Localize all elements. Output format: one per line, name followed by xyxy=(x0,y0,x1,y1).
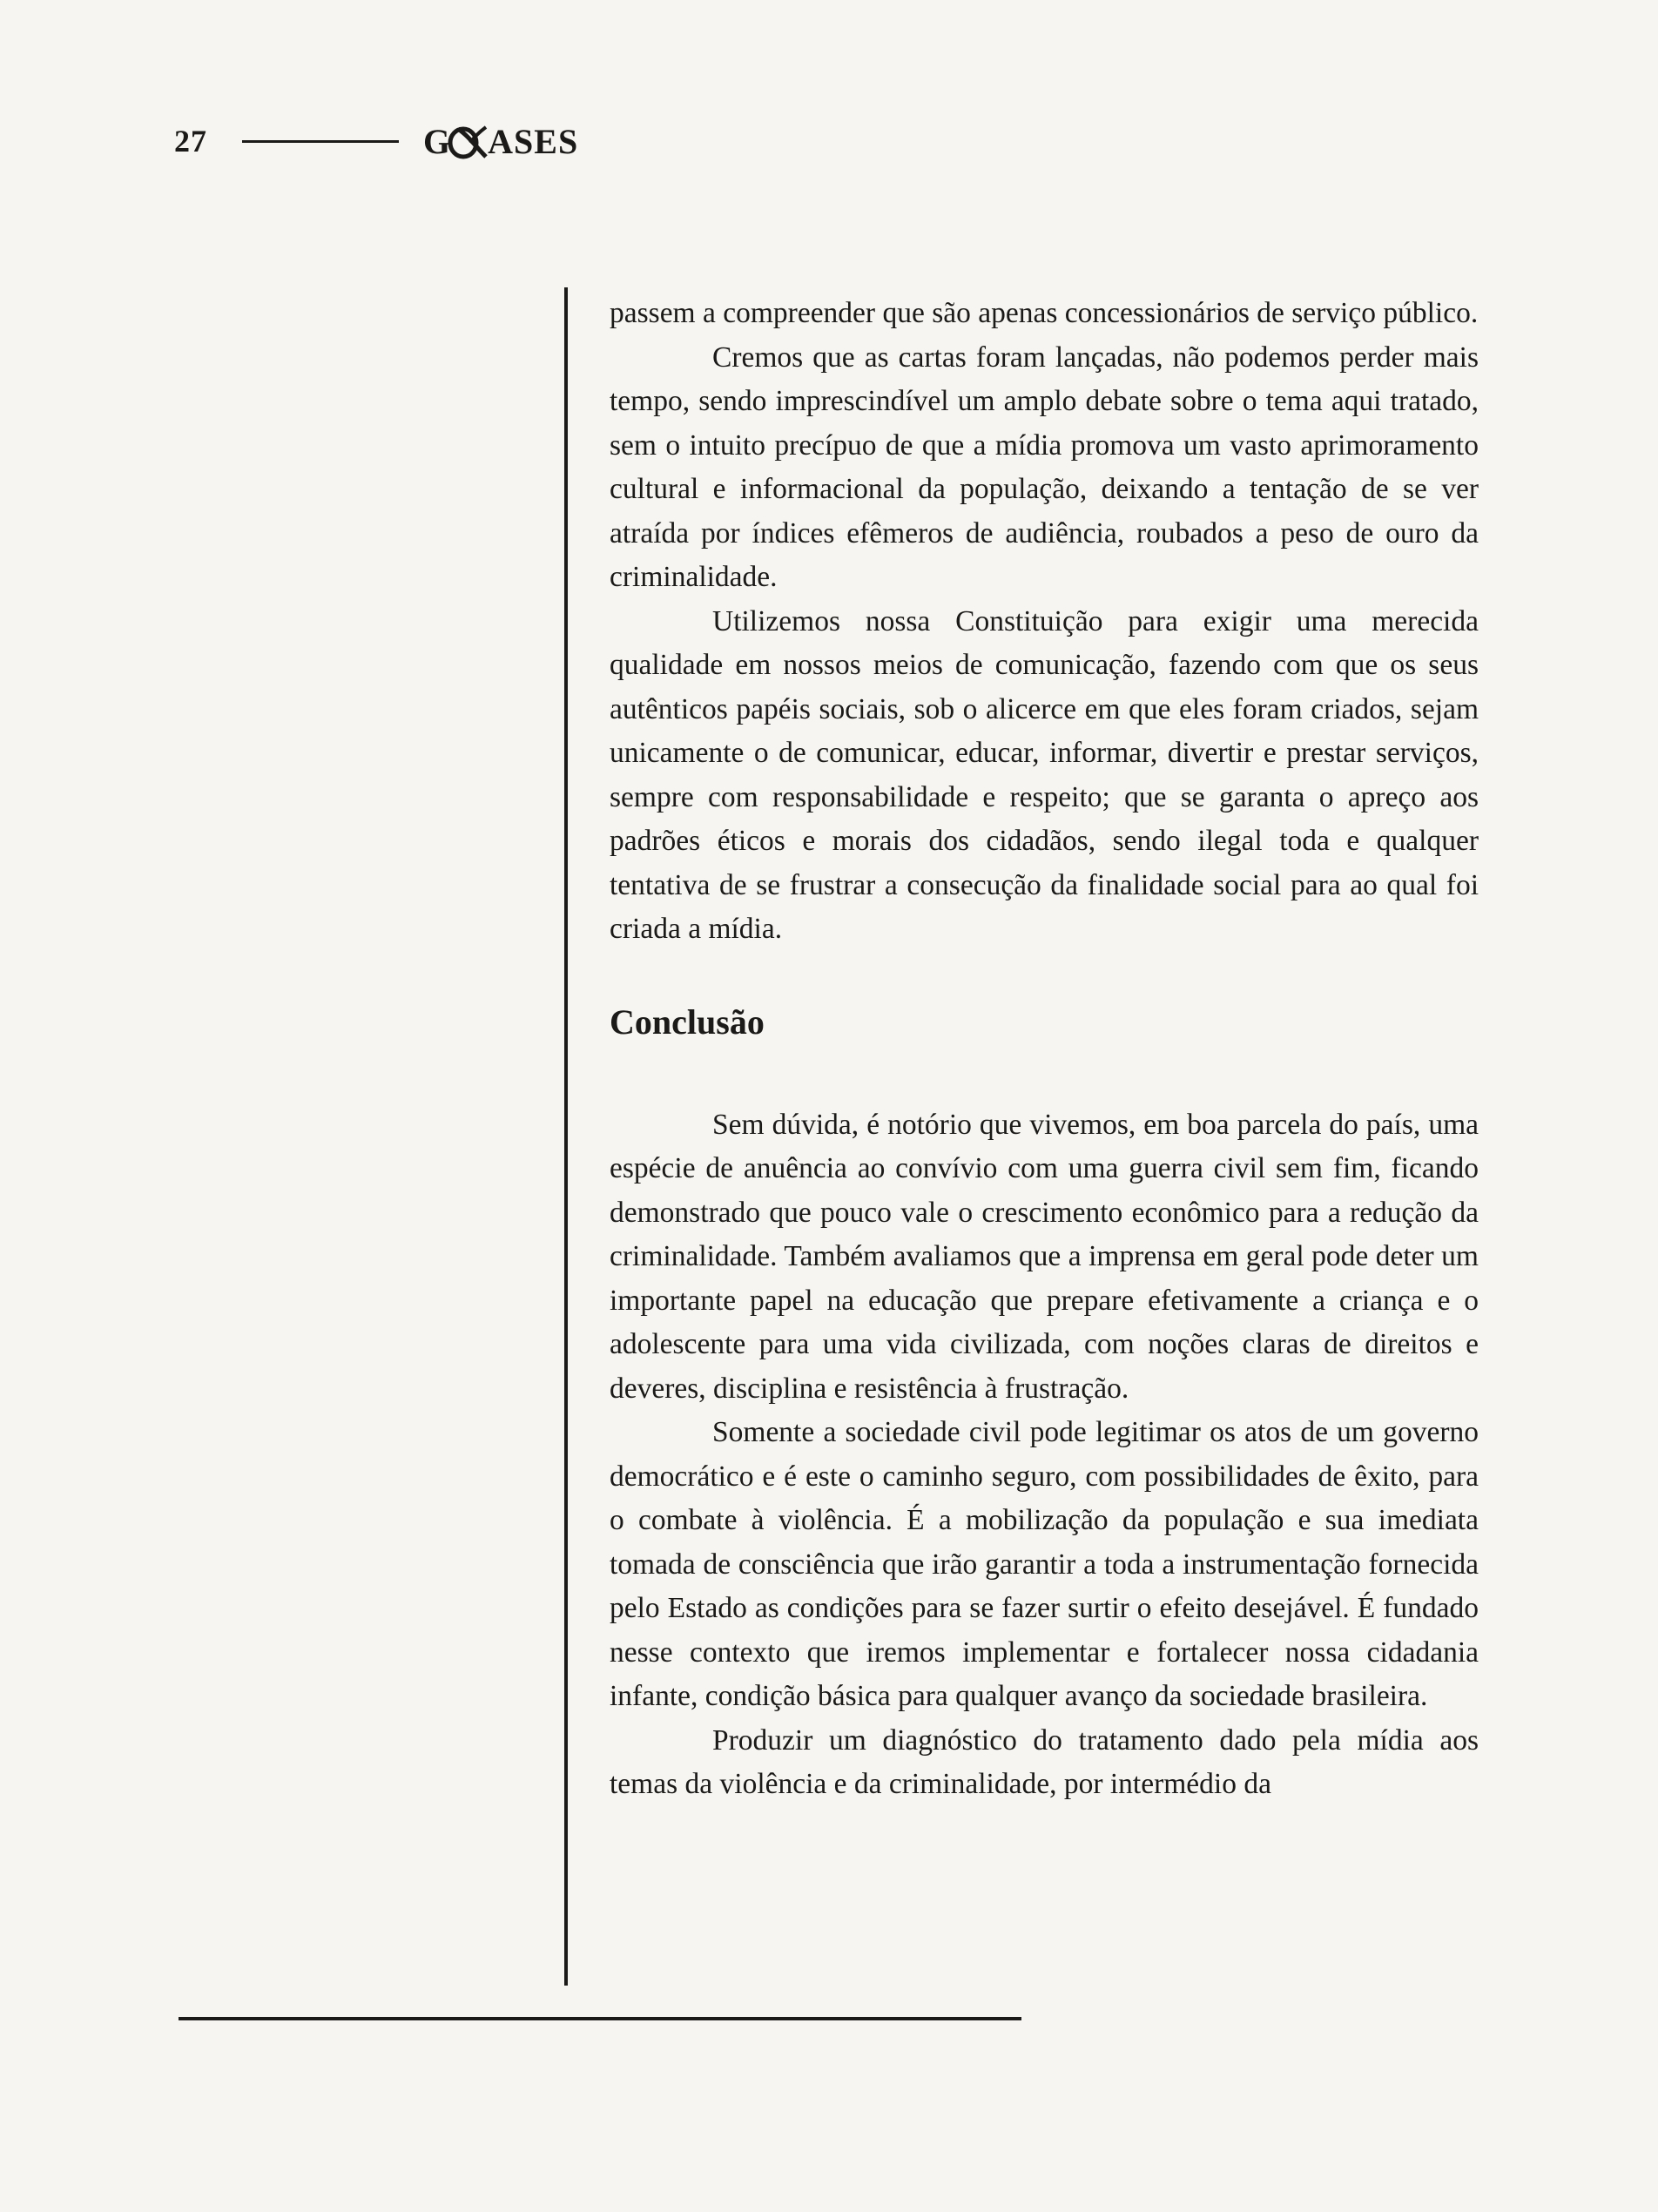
header-rule xyxy=(242,140,399,143)
paragraph: Sem dúvida, é notório que vivemos, em boa parcela do país, uma espécie de anuência ao convívio com uma guerra civil sem fim, ficando demonstrado que pouco vale o crescimento econômico para a redução da criminalidade. Também avaliamos que a imprensa em geral pode deter um importante papel na educação que prepare efetivamente a criança e o adolescente para uma vida civilizada, com noções claras de direitos e deveres, disciplina e resistência à frustração. xyxy=(610,1108,1479,1405)
brand-logo-mark-icon xyxy=(446,122,493,160)
column-rule xyxy=(564,287,568,1986)
paragraph: Somente a sociedade civil pode legitimar os atos de um governo democrático e é este o caminho seguro, com possibilidades de êxito, para o combate à violência. É a mobilização da população e sua imediata tomada de consciência que irão garantir a toda a instrumentação fornecida pelo Estado as condições para se fazer surtir o efeito desejável. É fundado nesse contexto que iremos implementar e fortalecer nossa cidadania infante, condição básica para qualquer avanço da sociedade brasileira. xyxy=(610,1416,1479,1712)
page-header xyxy=(174,115,578,167)
paragraph: Produzir um diagnóstico do tratamento dado pela mídia aos temas da violência e da criminalidade, por intermédio da xyxy=(610,1723,1479,1800)
section-heading: Conclusão xyxy=(610,1001,765,1042)
brand-logo: G ASES xyxy=(423,121,579,161)
footer-rule xyxy=(179,2017,1021,2020)
text-column xyxy=(610,292,1479,1807)
paragraph: Utilizemos nossa Constituição para exigir uma merecida qualidade em nossos meios de comunicação, fazendo com que os seus autênticos papéis sociais, sob o alicerce em que eles foram criados, sejam unicamente o de comunicar, educar, informar, divertir e prestar serviços, sempre com responsabilidade e respeito; que se garanta o apreço aos padrões éticos e morais dos cidadãos, sendo ilegal toda e qualquer tentativa de se frustrar a consecução da finalidade social para ao qual foi criada a mídia. xyxy=(610,604,1479,945)
paragraph: Cremos que as cartas foram lançadas, não podemos perder mais tempo, sendo imprescindível um amplo debate sobre o tema aqui tratado, sem o intuito precípuo de que a mídia promova um vasto aprimoramento cultural e informacional da população, deixando a tentação de se ver atraída por índices efêmeros de audiência, roubados a peso de ouro da criminalidade. xyxy=(610,341,1479,593)
page-number: 27 xyxy=(174,124,207,158)
paragraph: passem a compreender que são apenas concessionários de serviço público. xyxy=(610,297,1479,329)
